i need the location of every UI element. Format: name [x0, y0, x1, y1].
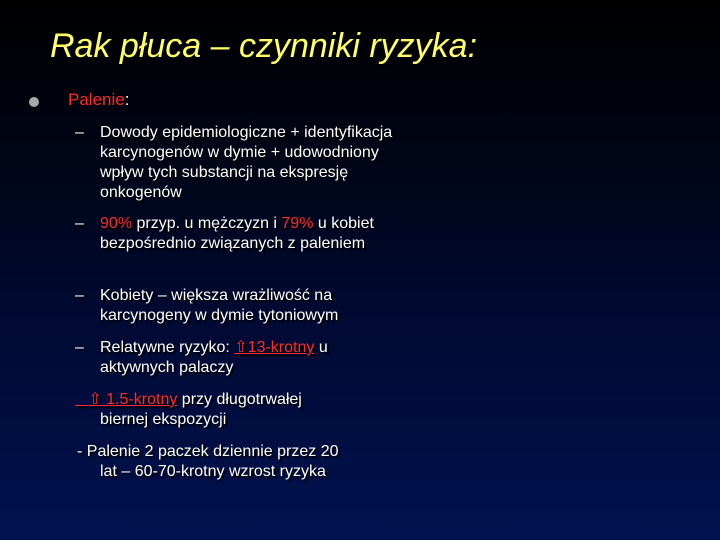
item-text [100, 338, 405, 378]
item-text-b: u aktywnych palaczy [100, 339, 328, 376]
list-item-percentages [75, 214, 405, 254]
risk-value: 13-krotny [247, 339, 315, 356]
dash-marker: – [75, 339, 84, 356]
item-text-a: Relatywne ryzyko: [100, 339, 235, 356]
pct-men: 90% [100, 215, 133, 232]
two-packs-line2: lat – 60-70-krotny wzrost ryzyka [100, 463, 326, 480]
bullet-label: Palenie [68, 90, 125, 109]
pct-women: 79% [281, 215, 314, 232]
list-item-evidence [75, 123, 405, 203]
passive-highlight [75, 391, 177, 408]
list-item-women [75, 286, 405, 326]
list-item-relative-risk [75, 338, 405, 378]
up-arrow-icon: ⇧ [88, 391, 102, 408]
two-packs-line1: - Palenie 2 paczek dziennie przez 20 [77, 443, 339, 460]
passive-rest: przy długotrwałej [177, 391, 302, 408]
dash-marker: – [75, 215, 84, 232]
passive-exposure-line1 [75, 390, 302, 410]
item-text: Dowody epidemiologiczne + identyfikacja karcynogenów w dymie + udowodniony wpływ tych substancji na ekspresję onkogenów [100, 124, 393, 201]
dash-marker: – [75, 287, 84, 304]
passive-value: 1.5-krotny [101, 391, 178, 408]
bullet-colon: : [124, 90, 130, 109]
item-text [100, 214, 405, 254]
bullet-dot-icon [29, 97, 39, 107]
risk-highlight [234, 339, 314, 356]
up-arrow-icon: ⇧ [234, 339, 248, 356]
item-text: Kobiety – większa wrażliwość na karcynogeny w dymie tytoniowym [100, 287, 339, 324]
bullet-palenie [68, 90, 129, 110]
item-text-b: u kobiet bezpośrednio związanych z paleniem [100, 215, 374, 252]
passive-exposure-line2: biernej ekspozycji [100, 411, 227, 428]
dash-marker: – [75, 124, 84, 141]
item-text-a: przyp. u mężczyzn i [132, 215, 282, 232]
slide-title: Rak płuca – czynniki ryzyka: [50, 27, 478, 65]
lead-space [75, 391, 84, 408]
